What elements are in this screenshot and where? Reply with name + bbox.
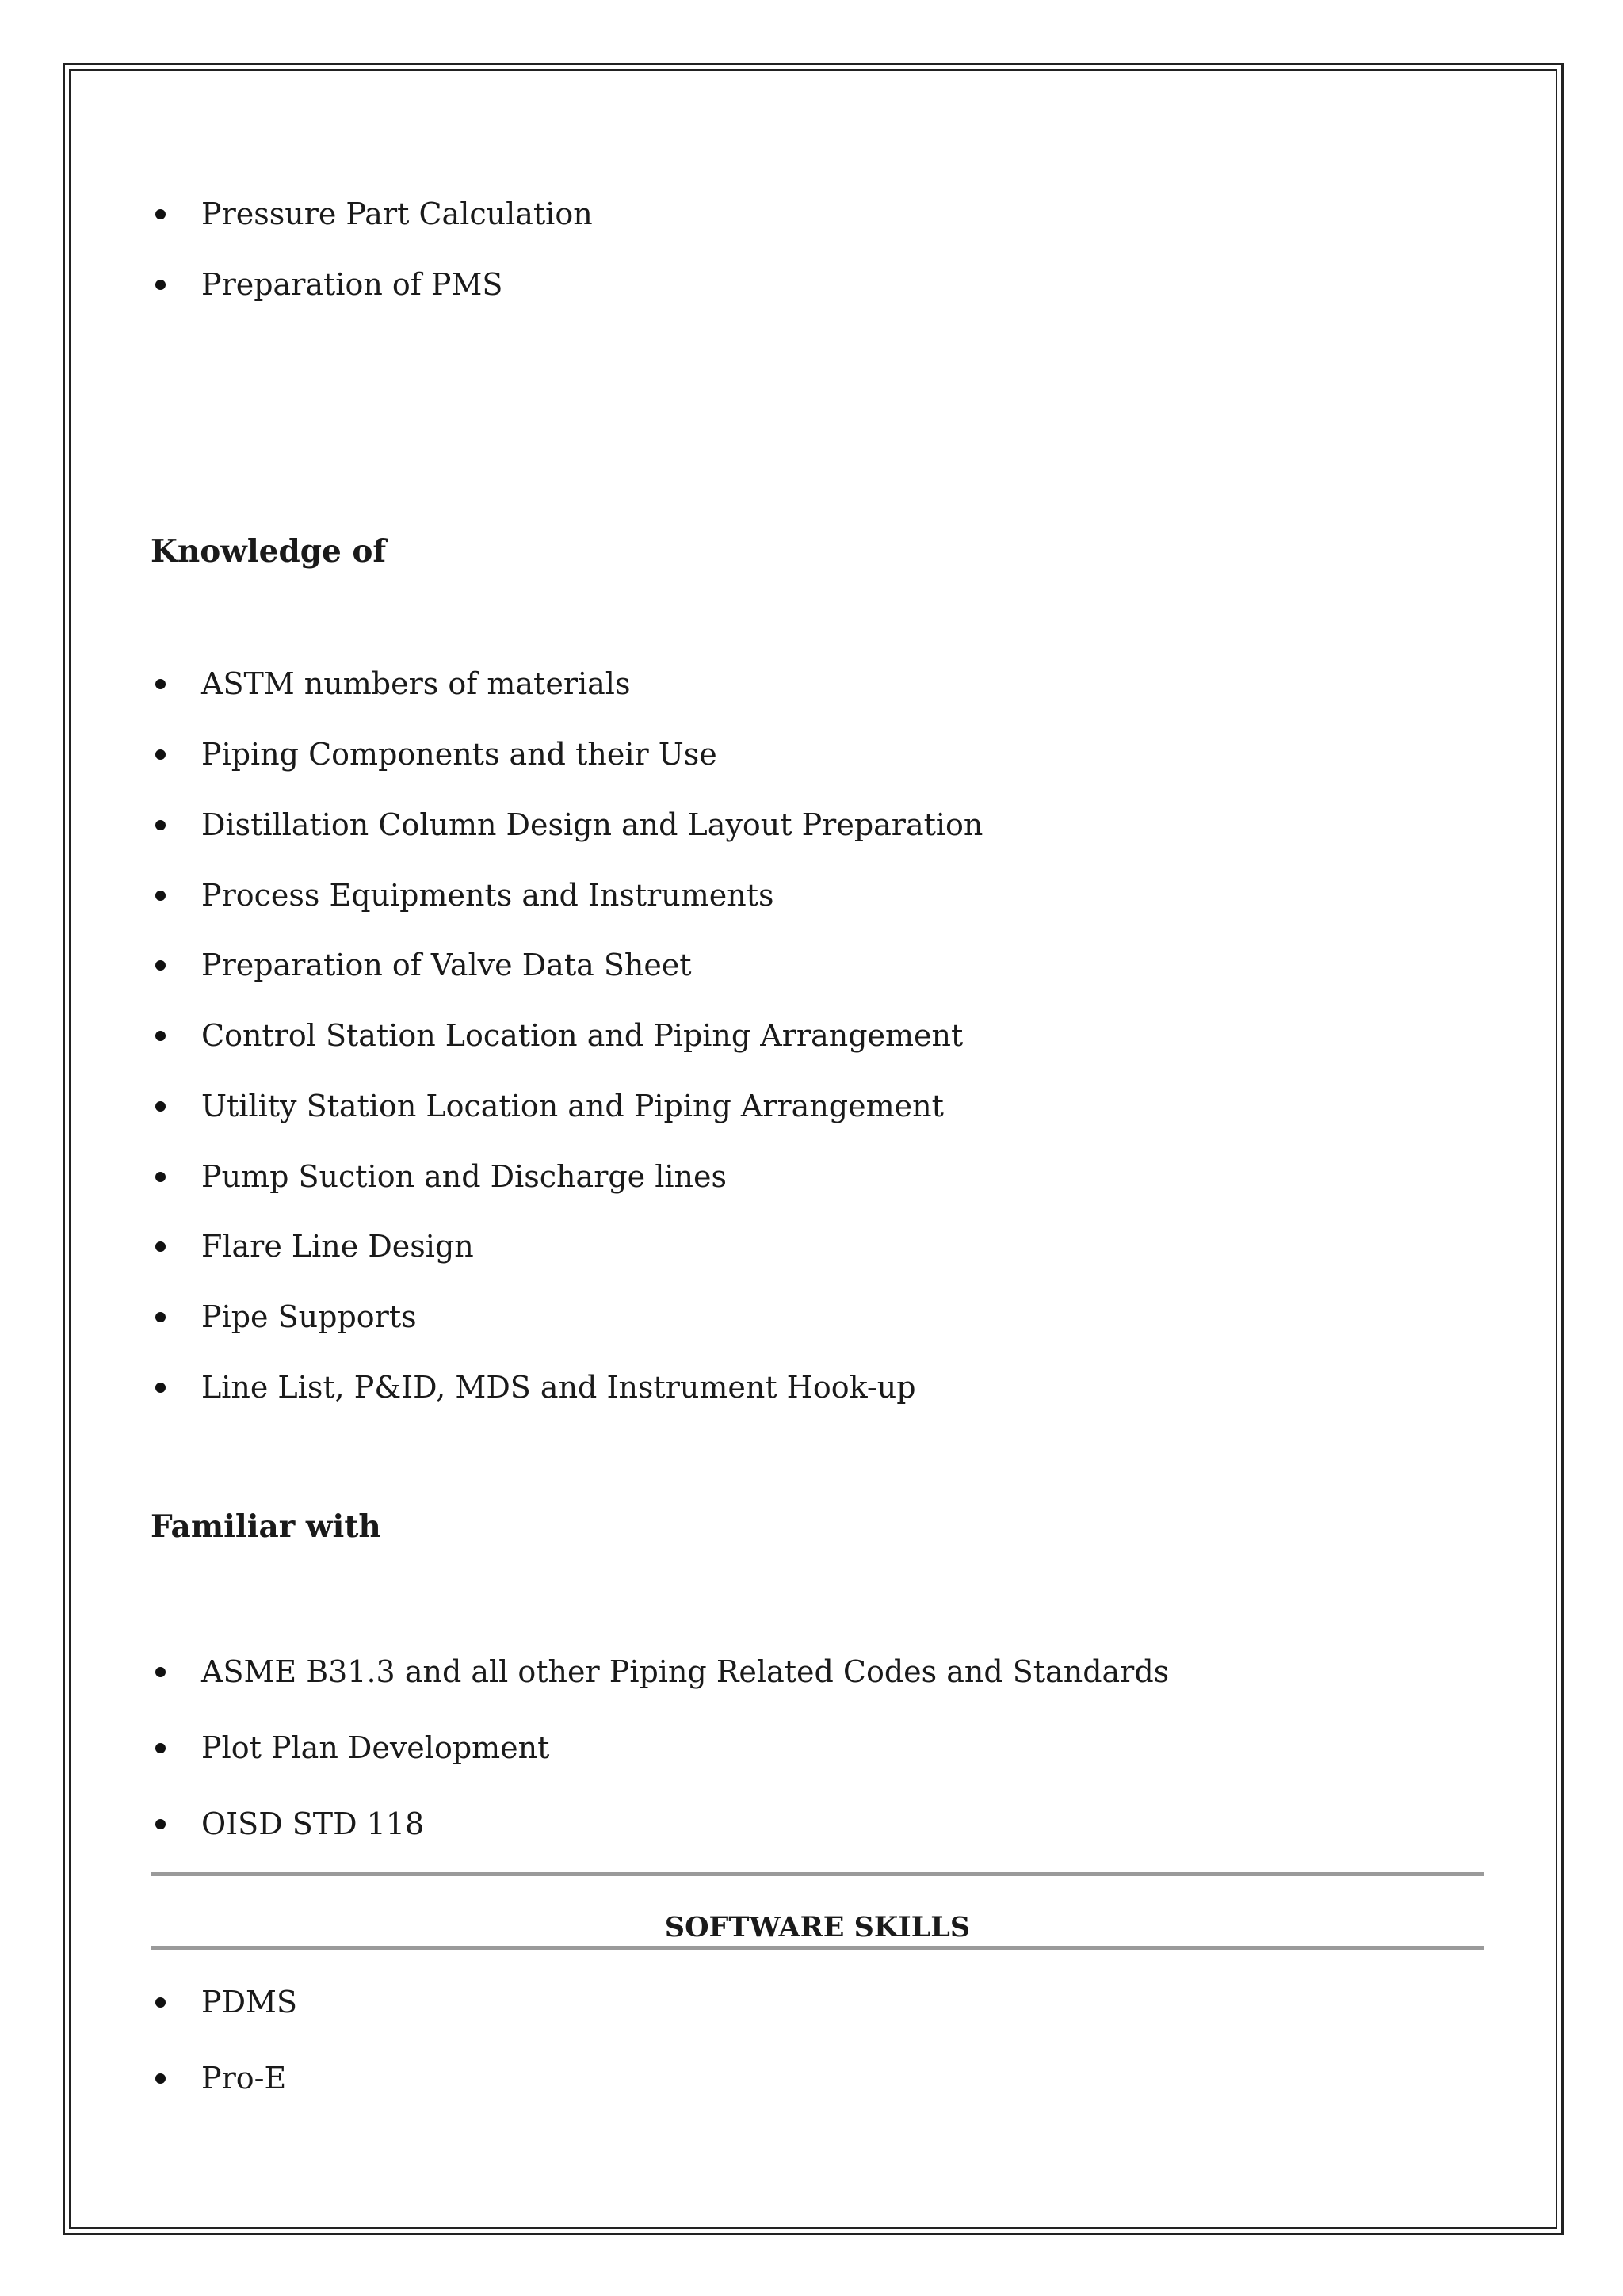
list-item: [151, 1012, 963, 1059]
list-item: [151, 660, 630, 707]
bullet-icon: [155, 749, 166, 760]
list-item-text: Line List, P&ID, MDS and Instrument Hook-up: [201, 1370, 916, 1405]
list-item-text: Plot Plan Development: [201, 1730, 550, 1765]
list-item: [151, 2054, 286, 2102]
list-item: [151, 1222, 474, 1270]
bullet-icon: [155, 1997, 166, 2008]
list-item-text: Pressure Part Calculation: [201, 196, 593, 231]
list-item-text: Control Station Location and Piping Arrangement: [201, 1018, 964, 1053]
list-item: [151, 1724, 549, 1772]
list-item: [151, 1293, 417, 1341]
bullet-icon: [155, 891, 166, 901]
list-item: [151, 1363, 916, 1411]
list-item-text: Flare Line Design: [201, 1229, 474, 1264]
knowledge-heading: Knowledge of: [151, 533, 387, 570]
list-item: [151, 941, 692, 989]
bullet-icon: [155, 1031, 166, 1041]
list-item: [151, 1978, 297, 2026]
section-divider-bottom: [151, 1946, 1484, 1950]
list-item-text: PDMS: [201, 1985, 297, 2019]
list-item-text: Pipe Supports: [201, 1299, 417, 1334]
bullet-icon: [155, 679, 166, 689]
bullet-icon: [155, 2073, 166, 2084]
list-item-text: OISD STD 118: [201, 1806, 425, 1841]
section-divider-top: [151, 1872, 1484, 1876]
bullet-icon: [155, 820, 166, 830]
list-item-text: Piping Components and their Use: [201, 737, 717, 772]
list-item: [151, 871, 774, 919]
list-item-text: ASME B31.3 and all other Piping Related Codes and Standards: [201, 1654, 1170, 1689]
list-item-text: Process Equipments and Instruments: [201, 878, 774, 913]
list-item-text: Preparation of Valve Data Sheet: [201, 948, 692, 982]
bullet-icon: [155, 1101, 166, 1112]
list-item-text: Distillation Column Design and Layout Preparation: [201, 807, 983, 842]
list-item: [151, 1648, 1169, 1695]
list-item: [151, 1082, 944, 1130]
bullet-icon: [155, 1819, 166, 1829]
bullet-icon: [155, 280, 166, 290]
bullet-icon: [155, 1667, 166, 1677]
list-item: [151, 1153, 727, 1200]
list-item: [151, 801, 983, 849]
bullet-icon: [155, 209, 166, 219]
list-item: [151, 1800, 424, 1848]
list-item: [151, 261, 502, 308]
list-item: [151, 190, 593, 238]
bullet-icon: [155, 1383, 166, 1393]
list-item: [151, 730, 717, 778]
bullet-icon: [155, 1241, 166, 1252]
bullet-icon: [155, 1743, 166, 1753]
list-item-text: Pump Suction and Discharge lines: [201, 1159, 727, 1194]
bullet-icon: [155, 1312, 166, 1322]
list-item-text: Preparation of PMS: [201, 267, 503, 302]
familiar-heading: Familiar with: [151, 1508, 381, 1545]
list-item-text: ASTM numbers of materials: [201, 666, 631, 701]
list-item-text: Utility Station Location and Piping Arrangement: [201, 1089, 944, 1123]
list-item-text: Pro-E: [201, 2061, 287, 2096]
software-skills-heading: SOFTWARE SKILLS: [664, 1911, 971, 1943]
bullet-icon: [155, 960, 166, 971]
bullet-icon: [155, 1172, 166, 1182]
